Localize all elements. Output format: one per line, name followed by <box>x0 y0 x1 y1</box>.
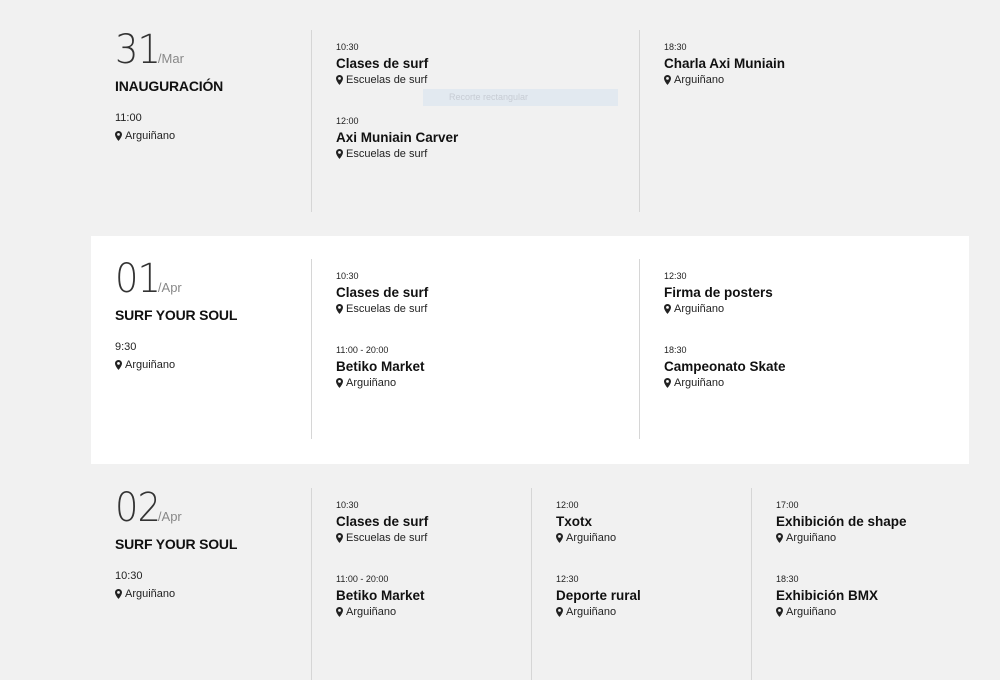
map-pin-icon <box>556 533 563 543</box>
location-label: Escuelas de surf <box>346 303 428 315</box>
date-month: /Mar <box>157 51 184 66</box>
event-item[interactable] <box>336 271 616 315</box>
location-label: Arguiñano <box>786 606 837 618</box>
event-location <box>336 148 616 160</box>
date <box>115 485 305 531</box>
location-label: Arguiñano <box>346 377 397 389</box>
event-location <box>336 532 526 544</box>
event-time: 11:00 - 20:00 <box>336 574 389 584</box>
day-location <box>115 130 305 142</box>
map-pin-icon <box>115 589 122 599</box>
event-time: 18:30 <box>776 574 799 584</box>
map-pin-icon <box>336 149 343 159</box>
date-number: 01 <box>115 256 160 302</box>
snip-overlay-label: Recorte rectangular <box>423 89 618 106</box>
events-column-2 <box>531 488 641 680</box>
location-label: Arguiñano <box>125 130 176 142</box>
event-location <box>336 74 616 86</box>
event-title[interactable]: Axi Muniain Carver <box>336 130 459 145</box>
location-label: Arguiñano <box>566 606 617 618</box>
map-pin-icon <box>336 75 343 85</box>
event-time: 12:30 <box>556 574 579 584</box>
day-title[interactable]: INAUGURACIÓN <box>115 78 224 94</box>
map-pin-icon <box>336 304 343 314</box>
event-location <box>336 606 526 618</box>
day-header <box>115 256 305 371</box>
map-pin-icon <box>336 533 343 543</box>
map-pin-icon <box>115 360 122 370</box>
event-title[interactable]: Deporte rural <box>556 588 641 603</box>
location-label: Escuelas de surf <box>346 532 428 544</box>
location-label: Escuelas de surf <box>346 148 428 160</box>
event-title[interactable]: Clases de surf <box>336 285 429 300</box>
map-pin-icon <box>556 607 563 617</box>
location-label: Arguiñano <box>674 303 725 315</box>
date-month: /Apr <box>157 280 182 295</box>
events-column-2 <box>639 259 786 439</box>
map-pin-icon <box>336 607 343 617</box>
day-header <box>115 485 305 600</box>
event-time: 10:30 <box>336 42 359 52</box>
event-location <box>664 74 944 86</box>
event-title[interactable]: Firma de posters <box>664 285 773 300</box>
location-label: Escuelas de surf <box>346 74 428 86</box>
location-label: Arguiñano <box>125 359 176 371</box>
event-time: 18:30 <box>664 345 687 355</box>
events-column-3 <box>751 488 907 680</box>
map-pin-icon <box>336 378 343 388</box>
event-title[interactable]: Betiko Market <box>336 588 425 603</box>
event-time: 17:00 <box>776 500 799 510</box>
event-location <box>556 606 746 618</box>
event-title[interactable]: Txotx <box>556 514 593 529</box>
day-block-02-apr <box>91 464 969 680</box>
day-header <box>115 27 305 142</box>
location-label: Arguiñano <box>674 74 725 86</box>
date <box>115 27 305 73</box>
event-title[interactable]: Betiko Market <box>336 359 425 374</box>
event-location <box>664 377 944 389</box>
location-label: Arguiñano <box>674 377 725 389</box>
event-item[interactable] <box>664 345 944 389</box>
event-item[interactable] <box>336 500 526 544</box>
event-title[interactable]: Exhibición BMX <box>776 588 879 603</box>
day-time: 10:30 <box>115 570 143 582</box>
day-title[interactable]: SURF YOUR SOUL <box>115 307 238 323</box>
events-column-1 <box>311 259 429 439</box>
map-pin-icon <box>776 607 783 617</box>
day-time: 11:00 <box>115 112 142 124</box>
event-location <box>336 303 616 315</box>
date <box>115 256 305 302</box>
event-title[interactable]: Charla Axi Muniain <box>664 56 786 71</box>
map-pin-icon <box>664 304 671 314</box>
day-block-31-mar <box>91 0 969 236</box>
event-item[interactable] <box>336 42 616 86</box>
event-time: 18:30 <box>664 42 687 52</box>
date-month: /Apr <box>157 509 182 524</box>
location-label: Arguiñano <box>346 606 397 618</box>
map-pin-icon <box>115 131 122 141</box>
day-block-01-apr <box>91 236 969 464</box>
event-location <box>664 303 944 315</box>
event-title[interactable]: Clases de surf <box>336 56 429 71</box>
event-time: 11:00 - 20:00 <box>336 345 389 355</box>
event-item[interactable] <box>336 574 526 618</box>
day-location <box>115 588 305 600</box>
event-item[interactable] <box>556 574 746 618</box>
event-item[interactable] <box>664 42 944 86</box>
location-label: Arguiñano <box>566 532 617 544</box>
date-number: 02 <box>115 485 160 531</box>
location-label: Arguiñano <box>125 588 176 600</box>
event-item[interactable] <box>336 116 616 160</box>
day-location <box>115 359 305 371</box>
event-time: 12:30 <box>664 271 687 281</box>
events-column-1 <box>311 30 459 212</box>
map-pin-icon <box>664 75 671 85</box>
event-location <box>556 532 746 544</box>
event-time: 12:00 <box>556 500 579 510</box>
map-pin-icon <box>776 533 783 543</box>
day-time: 9:30 <box>115 341 137 353</box>
event-location <box>776 606 966 618</box>
event-time: 10:30 <box>336 500 359 510</box>
event-item[interactable] <box>776 574 966 618</box>
date-number: 31 <box>115 27 160 73</box>
events-column-2 <box>639 30 786 212</box>
events-column-1 <box>311 488 429 680</box>
event-time: 10:30 <box>336 271 359 281</box>
map-pin-icon <box>664 378 671 388</box>
event-item[interactable] <box>664 271 944 315</box>
event-location <box>776 532 966 544</box>
event-item[interactable] <box>776 500 966 544</box>
event-title[interactable]: Campeonato Skate <box>664 359 786 374</box>
event-item[interactable] <box>336 345 616 389</box>
event-title[interactable]: Exhibición de shape <box>776 514 907 529</box>
event-title[interactable]: Clases de surf <box>336 514 429 529</box>
event-time: 12:00 <box>336 116 359 126</box>
day-title[interactable]: SURF YOUR SOUL <box>115 536 238 552</box>
event-item[interactable] <box>556 500 746 544</box>
event-location <box>336 377 616 389</box>
location-label: Arguiñano <box>786 532 837 544</box>
